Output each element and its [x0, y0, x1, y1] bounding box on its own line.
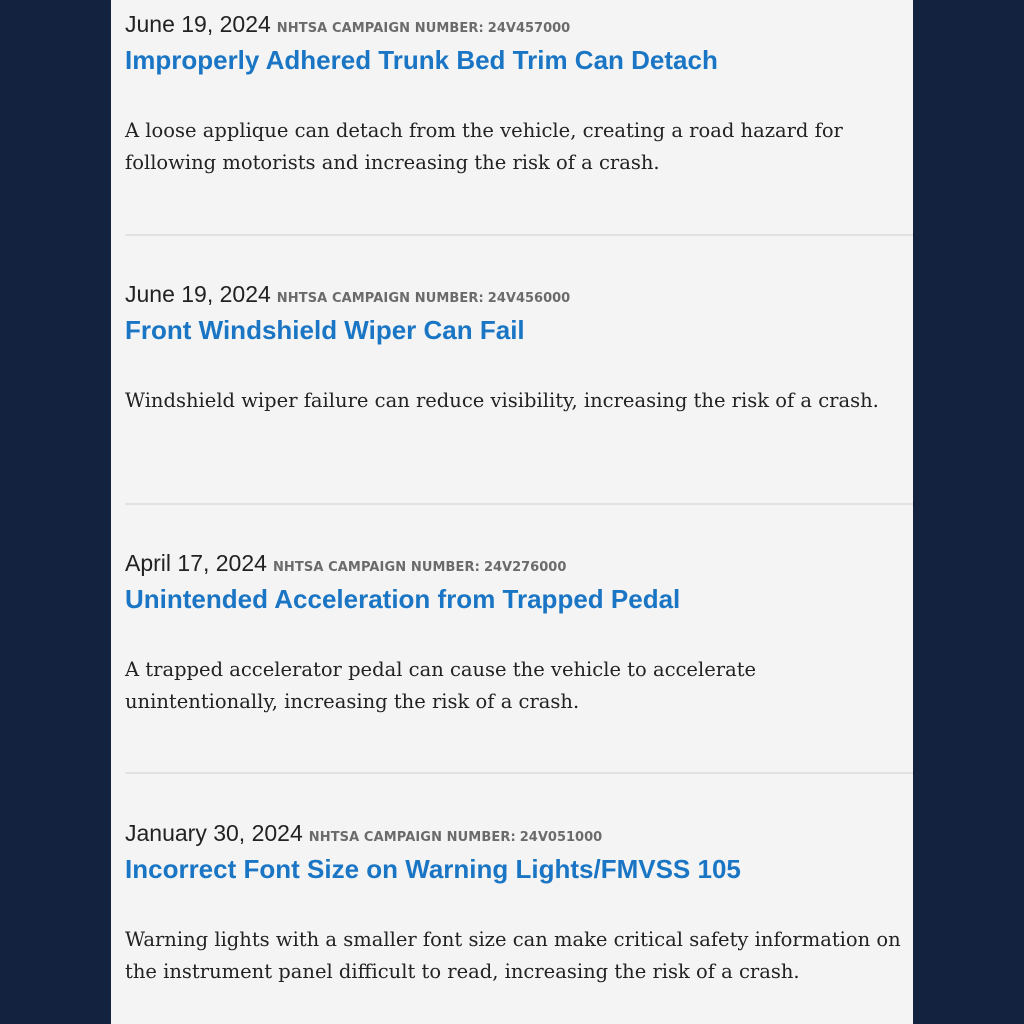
- recall-meta: [125, 550, 566, 580]
- campaign-label: NHTSA CAMPAIGN NUMBER:: [276, 21, 484, 36]
- recall-description: A loose applique can detach from the vehicle, creating a road hazard for following motorists and increasing the risk of a crash.: [125, 119, 843, 174]
- recall-meta: [125, 820, 602, 850]
- recall-title-link[interactable]: Incorrect Font Size on Warning Lights/FMVSS 105: [125, 854, 741, 884]
- recall-title-link[interactable]: Improperly Adhered Trunk Bed Trim Can Detach: [125, 45, 718, 75]
- divider: [125, 234, 913, 236]
- divider: [125, 503, 913, 505]
- recall-date: June 19, 2024: [125, 281, 271, 307]
- recall-description: A trapped accelerator pedal can cause the vehicle to accelerate unintentionally, increasing the risk of a crash.: [125, 658, 757, 713]
- recall-title-link[interactable]: Front Windshield Wiper Can Fail: [125, 315, 525, 345]
- recall-date: January 30, 2024: [125, 820, 303, 846]
- recall-meta: [125, 281, 570, 311]
- recall-meta: [125, 11, 570, 41]
- recall-description: Windshield wiper failure can reduce visibility, increasing the risk of a crash.: [125, 389, 879, 412]
- campaign-number: 24V276000: [483, 560, 567, 575]
- campaign-number: 24V457000: [487, 21, 571, 36]
- campaign-label: NHTSA CAMPAIGN NUMBER:: [272, 560, 480, 575]
- recall-title-link[interactable]: Unintended Acceleration from Trapped Pedal: [125, 584, 681, 614]
- campaign-label: NHTSA CAMPAIGN NUMBER:: [276, 291, 484, 306]
- recall-description: Warning lights with a smaller font size can make critical safety information on the instrument panel difficult to read, increasing the risk of a crash.: [125, 928, 901, 983]
- recall-date: June 19, 2024: [125, 11, 271, 37]
- campaign-number: 24V456000: [487, 291, 571, 306]
- recall-date: April 17, 2024: [125, 550, 267, 576]
- campaign-label: NHTSA CAMPAIGN NUMBER:: [308, 830, 516, 845]
- campaign-number: 24V051000: [519, 830, 603, 845]
- divider: [125, 772, 913, 774]
- recall-list-panel: [111, 0, 913, 1024]
